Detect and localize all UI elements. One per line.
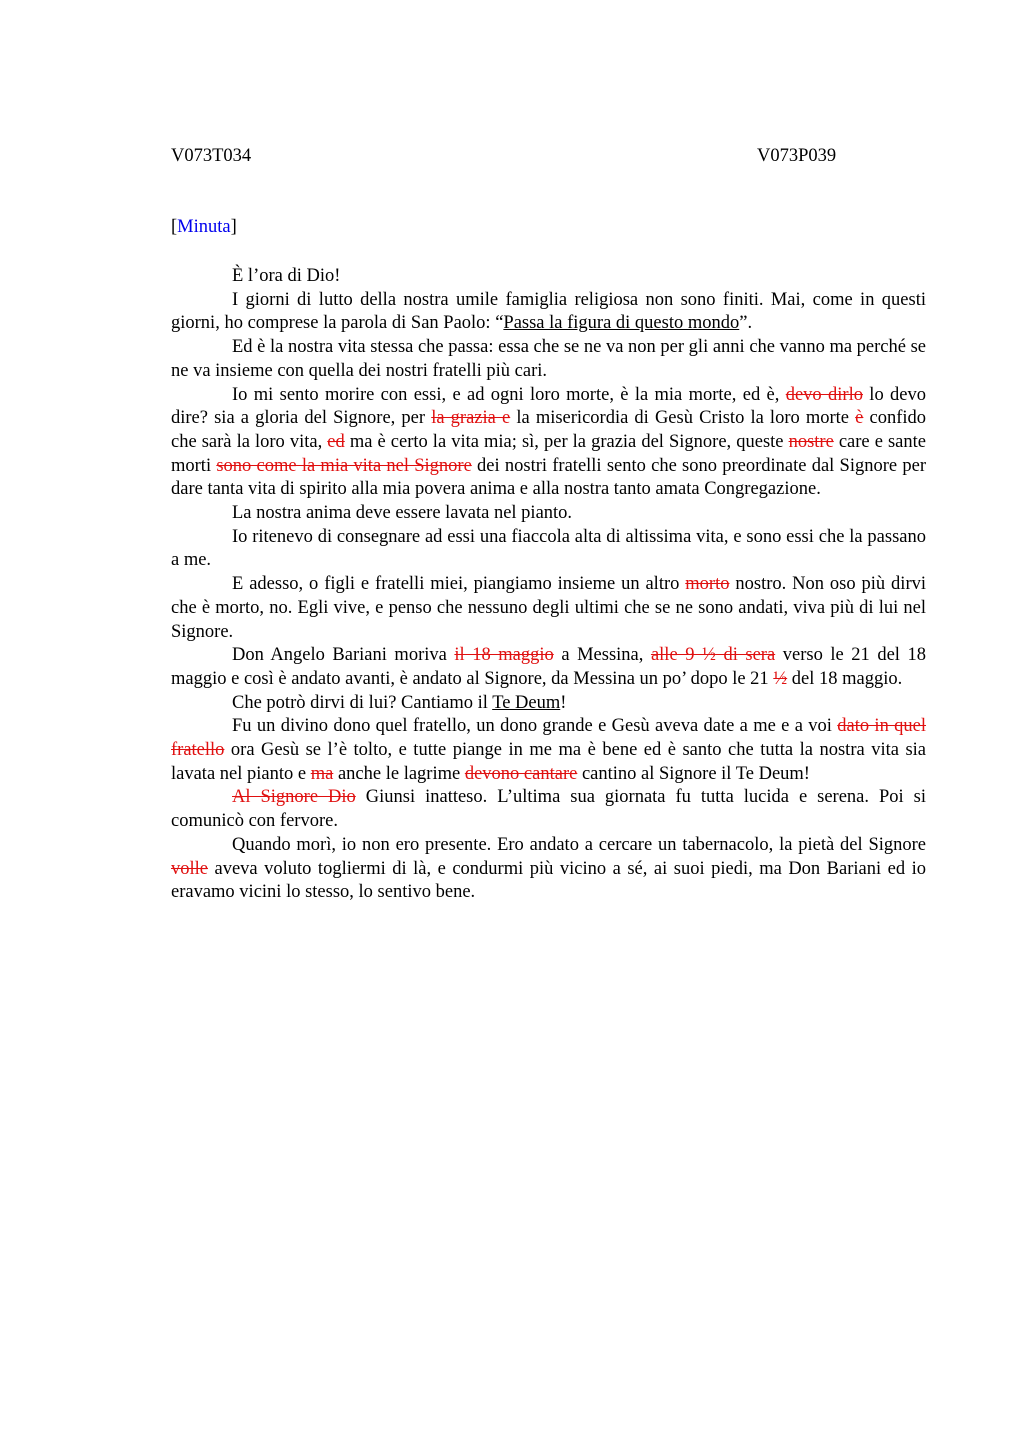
text-run: Ed è la nostra vita stessa che passa: essa che se ne va non per gli anni che vanno ma perché se ne va insieme con quella dei nostri fratelli più cari. (171, 337, 927, 381)
text-run: E adesso, o figli e fratelli miei, piangiamo insieme un altro (232, 574, 686, 595)
paragraph (171, 573, 926, 644)
text-run: confido che sarà la loro vita, (171, 408, 927, 452)
text-run: verso le 21 del 18 maggio e così è andato avanti, è andato al Signore, da Messina un po’ dopo le 21 (171, 645, 926, 689)
minuta-label (171, 217, 237, 238)
deleted-text: Al Signore Dio (232, 787, 356, 808)
text-run: Io ritenevo di consegnare ad essi una fiaccola alta di altissima vita, e sono essi che la passano a me. (171, 526, 926, 571)
deleted-text: il 18 maggio (454, 645, 554, 666)
paragraph (171, 715, 926, 786)
text-run: ! (560, 692, 567, 713)
paragraph (171, 692, 926, 716)
deleted-text: dato in quel fratello (171, 716, 927, 761)
text-run: nostro. Non oso più dirvi che è morto, no. Egli vive, e penso che nessuno degli ultimi che se ne sono andati, viva più di lui nel Signore. (171, 574, 926, 642)
underlined-text: Te Deum (492, 692, 561, 713)
text-run: care e sante morti (171, 431, 926, 476)
bracket-close: ] (230, 217, 237, 237)
deleted-text: alle 9 ½ di sera (650, 645, 776, 666)
text-run: cantino al Signore il Te Deum! (577, 763, 810, 784)
letter-body (171, 265, 926, 905)
text-run: la misericordia di Gesù Cristo la loro morte (510, 408, 856, 429)
text-run: Io mi sento morire con essi, e ad ogni loro morte, è la mia morte, ed è, (232, 384, 786, 405)
deleted-text: ma (310, 763, 334, 784)
text-run: a Messina, (553, 645, 651, 666)
deleted-text: sono come la mia vita nel Signore (216, 455, 472, 476)
paragraph (171, 786, 926, 833)
text-run: dei nostri fratelli sento che sono preordinate dal Signore per dare tanta vita di spirito alla mia povera anima e alla nostra tanto amata Congregazione. (171, 455, 926, 500)
text-run: anche le lagrime (333, 763, 465, 784)
text-run: aveva voluto togliermi di là, e condurmi più vicino a sé, ai suoi piedi, ma Don Bariani ed io eravamo vicini lo stesso, lo sentivo bene. (171, 858, 926, 903)
deleted-text: nostre (788, 431, 834, 452)
text-run: È l’ora di Dio! (232, 266, 341, 286)
paragraph (171, 265, 926, 289)
text-run: I giorni di lutto della nostra umile famiglia religiosa non sono finiti. Mai, come in questi giorni, ho comprese la parola di San Paolo: “ (171, 289, 926, 334)
document-id-right: V073P039 (757, 146, 837, 166)
deleted-text: devo dirlo (785, 384, 863, 405)
text-run: La nostra anima deve essere lavata nel pianto. (232, 503, 573, 524)
paragraph (171, 289, 926, 336)
text-run: del 18 maggio. (787, 668, 903, 689)
text-run: Giunsi inatteso. L’ultima sua giornata fu tutta lucida e serena. Poi si comunicò con fervore. (171, 787, 926, 832)
text-run: ”. (739, 313, 753, 334)
text-run: Fu un divino dono quel fratello, un dono grande e Gesù aveva date a me e a voi (232, 716, 838, 737)
deleted-text: devono cantare (464, 763, 578, 784)
paragraph (171, 336, 926, 383)
deleted-text: la grazia e (431, 408, 511, 429)
paragraph (171, 502, 926, 526)
text-run: Quando morì, io non ero presente. Ero andato a cercare un tabernacolo, la pietà del Signore (232, 834, 926, 855)
bracket-open: [ (171, 217, 178, 237)
paragraph (171, 644, 926, 691)
deleted-text: ed (327, 431, 345, 452)
paragraph (171, 834, 926, 905)
deleted-text: morto (685, 574, 730, 595)
document-id-left: V073T034 (171, 146, 252, 166)
paragraph (171, 384, 926, 503)
deleted-text: è (855, 408, 864, 429)
text-run: ora Gesù se l’è tolto, e tutte piange in me ma è bene ed è santo che tutta la nostra vita sia lavata nel pianto e (171, 740, 926, 784)
deleted-text: ½ (773, 668, 788, 689)
text-run: lo devo dire? sia a gloria del Signore, per (171, 384, 927, 429)
underlined-text: Passa la figura di questo mondo (503, 313, 740, 334)
text-run: Don Angelo Bariani moriva (232, 645, 455, 666)
text-run: ma è certo la vita mia; sì, per la grazia del Signore, queste (344, 431, 789, 452)
minuta-word: Minuta (177, 217, 231, 237)
paragraph (171, 526, 926, 573)
deleted-text: volle (171, 858, 208, 879)
text-run: Che potrò dirvi di lui? Cantiamo il (232, 692, 493, 713)
